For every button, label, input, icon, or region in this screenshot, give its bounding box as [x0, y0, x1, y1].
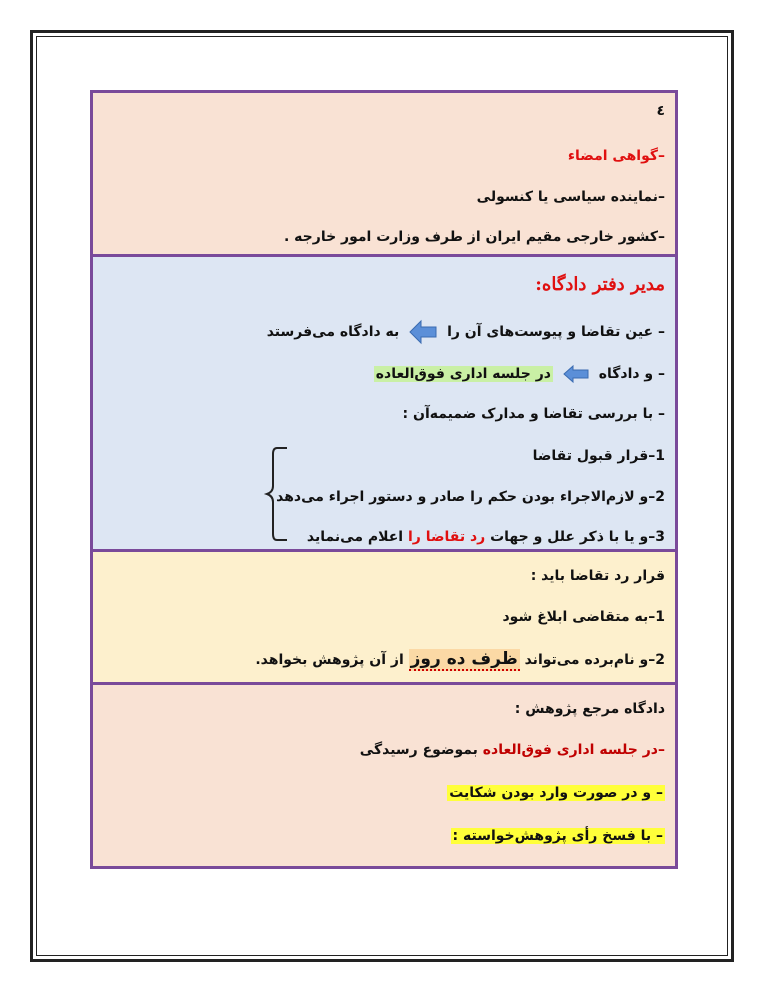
brace-icon — [263, 444, 291, 544]
may-text: 2–و نام‌برده می‌تواند — [524, 652, 665, 668]
extraordinary-session-text: –در جلسه اداری فوق‌العاده — [482, 742, 665, 758]
section-appeal-court — [90, 685, 678, 869]
reasons-text: 3–و یا با ذکر علل و جهات — [490, 529, 665, 545]
section-signature-certification — [90, 90, 678, 257]
heading-signature-certification: –گواهی امضاء — [567, 148, 665, 164]
heading-court-office-manager: مدیر دفتر دادگاه: — [535, 274, 665, 295]
send-request-text: – عین تقاضا و پیوست‌های آن را — [447, 324, 665, 340]
page-number: ٤ — [656, 103, 665, 119]
line-court-session — [374, 364, 665, 384]
list-item-accept-request: 1–قرار قبول تقاضا — [532, 448, 665, 464]
send-to-court-text: به دادگاه می‌فرستد — [266, 324, 400, 340]
line-overturn-ruling — [451, 828, 665, 844]
extraordinary-session-highlight: در جلسه اداری فوق‌العاده — [375, 366, 551, 382]
and-court-text: – و دادگاه — [598, 366, 665, 382]
announce-text: اعلام می‌نماید — [306, 529, 404, 545]
line-diplomatic-representative: –نماینده سیاسی یا کنسولی — [476, 189, 665, 205]
list-item-reject-request — [307, 529, 665, 545]
overturn-ruling-highlight: – با فسخ رأی پژوهش‌خواسته : — [452, 828, 663, 844]
heading-appeal-court: دادگاه مرجع پژوهش : — [514, 701, 665, 717]
line-valid-complaint — [447, 785, 665, 801]
document-content — [90, 90, 678, 869]
reject-request-highlight: رد تقاضا را — [407, 529, 486, 545]
heading-rejection-order: قرار رد تقاضا باید : — [530, 568, 665, 584]
arrow-left-icon — [408, 319, 438, 345]
line-extraordinary-session — [360, 742, 665, 758]
list-item-enforceable-ruling: 2–و لازم‌الاجراء بودن حکم را صادر و دستور اجراء می‌دهد — [276, 489, 665, 505]
line-send-request — [267, 319, 665, 345]
arrow-left-icon — [562, 364, 590, 384]
ten-days-highlight: ظرف ده روز — [410, 649, 518, 669]
section-court-office-manager — [90, 257, 678, 552]
list-item-appeal-deadline — [255, 649, 665, 669]
section-rejection-order — [90, 552, 678, 685]
list-item-notify-applicant: 1–به متقاضی ابلاغ شود — [502, 609, 665, 625]
review-subject-text: بموضوع رسیدگی — [359, 742, 478, 758]
line-review-request: – با بررسی تقاضا و مدارک ضمیمه‌آن : — [402, 406, 665, 422]
line-foreign-country: –کشور خارجی مقیم ایران از طرف وزارت امور خارجه . — [283, 229, 665, 245]
valid-complaint-highlight: – و در صورت وارد بودن شکایت — [449, 785, 663, 801]
request-appeal-text: از آن پژوهش بخواهد. — [255, 652, 404, 668]
